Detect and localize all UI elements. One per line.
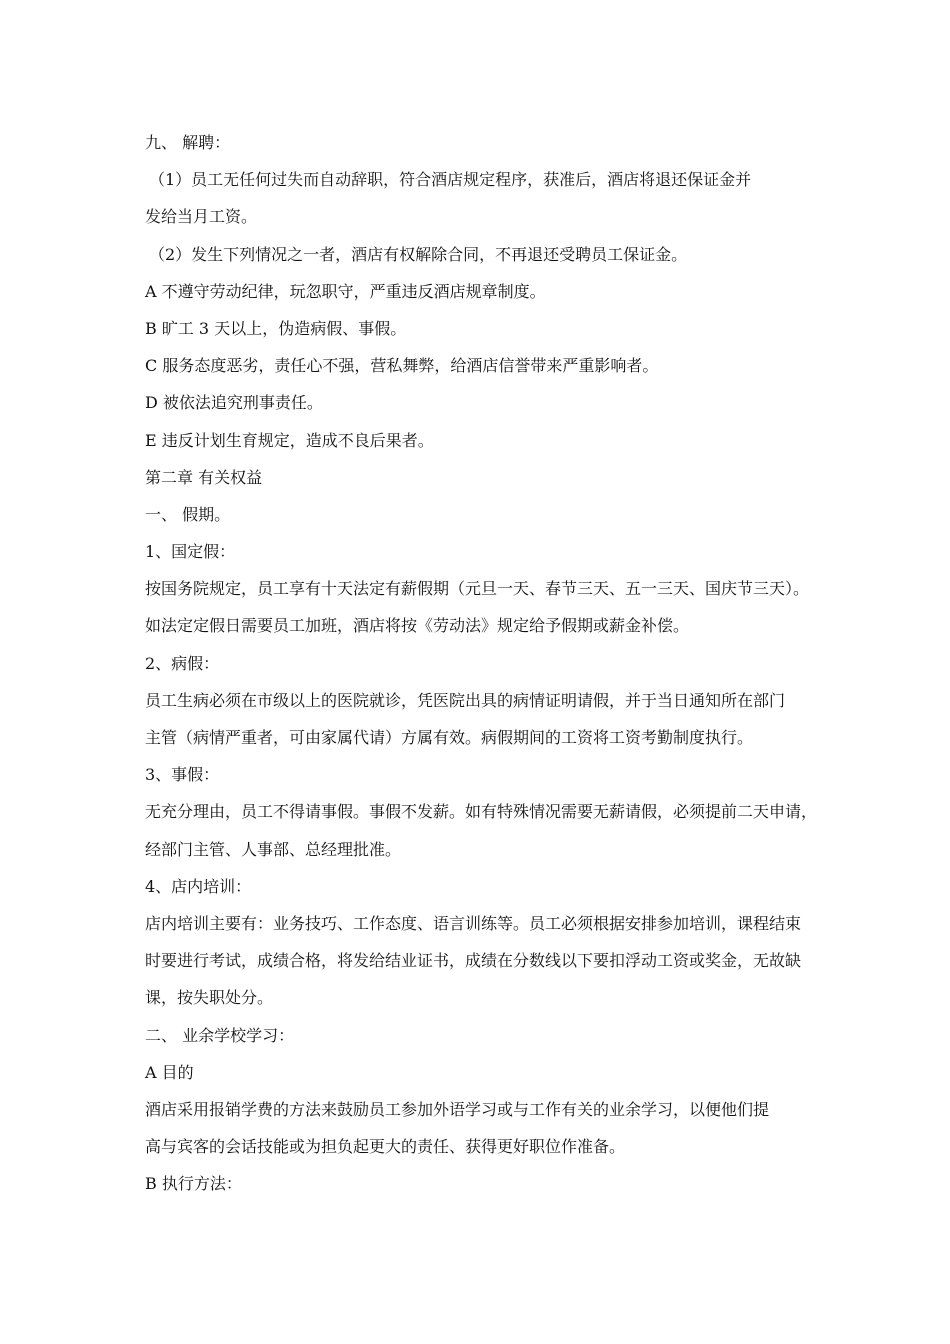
section-heading-holidays: 一、 假期。 <box>145 504 231 524</box>
paragraph-line: 按国务院规定，员工享有十天法定有薪假期（元旦一天、春节三天、五一三天、国庆节三天）。 <box>145 579 810 599</box>
subheading-purpose: A 目的 <box>145 1062 194 1082</box>
list-item: B 旷工 3 天以上，伪造病假、事假。 <box>145 318 407 338</box>
paragraph-line: 主管（病情严重者，可由家属代请）方属有效。病假期间的工资将工资考勤制度执行。 <box>145 728 754 747</box>
section-heading-dismissal: 九、 解聘： <box>145 133 231 152</box>
paragraph-line: 发给当月工资。 <box>145 207 258 227</box>
paragraph-line: 酒店采用报销学费的方法来鼓励员工参加外语学习或与工作有关的业余学习，以便他们提 <box>145 1099 770 1119</box>
section-heading-evening-school: 二、 业余学校学习： <box>145 1025 295 1045</box>
paragraph-line: 店内培训主要有：业务技巧、工作态度、语言训练等。员工必须根据安排参加培训，课程结束 <box>145 913 802 933</box>
list-item: C 服务态度恶劣，责任心不强，营私舞弊，给酒店信誉带来严重影响者。 <box>145 356 659 376</box>
list-item: A 不遵守劳动纪律，玩忽职守，严重违反酒店规章制度。 <box>145 281 546 301</box>
list-item: E 违反计划生育规定，造成不良后果者。 <box>145 430 434 450</box>
chapter-heading: 第二章 有关权益 <box>145 467 263 487</box>
paragraph-line: 课，按失职处分。 <box>145 988 274 1008</box>
list-item: D 被依法追究刑事责任。 <box>145 393 323 413</box>
document-body <box>145 124 835 1202</box>
subheading-sick-leave: 2、病假： <box>145 653 220 673</box>
paragraph-line: （2）发生下列情况之一者，酒店有权解除合同，不再退还受聘员工保证金。 <box>149 244 688 264</box>
subheading-training: 4、店内培训： <box>145 876 252 896</box>
paragraph-line: 员工生病必须在市级以上的医院就诊，凭医院出具的病情证明请假，并于当日通知所在部门 <box>145 690 786 710</box>
paragraph-line: （1）员工无任何过失而自动辞职，符合酒店规定程序，获准后，酒店将退还保证金并 <box>149 170 752 190</box>
subheading-method: B 执行方法： <box>145 1174 242 1194</box>
subheading-personal-leave: 3、事假： <box>145 765 220 785</box>
subheading-national-holiday: 1、国定假： <box>145 542 236 562</box>
paragraph-line: 高与宾客的会话技能或为担负起更大的责任、获得更好职位作准备。 <box>145 1137 626 1157</box>
paragraph-line: 经部门主管、人事部、总经理批准。 <box>145 839 402 859</box>
paragraph-line: 无充分理由，员工不得请事假。事假不发薪。如有特殊情况需要无薪请假，必须提前二天申请， <box>145 802 818 822</box>
paragraph-line: 如法定定假日需要员工加班，酒店将按《劳动法》规定给予假期或薪金补偿。 <box>145 616 690 636</box>
paragraph-line: 时要进行考试，成绩合格，将发给结业证书，成绩在分数线以下要扣浮动工资或奖金，无故缺 <box>145 951 802 971</box>
